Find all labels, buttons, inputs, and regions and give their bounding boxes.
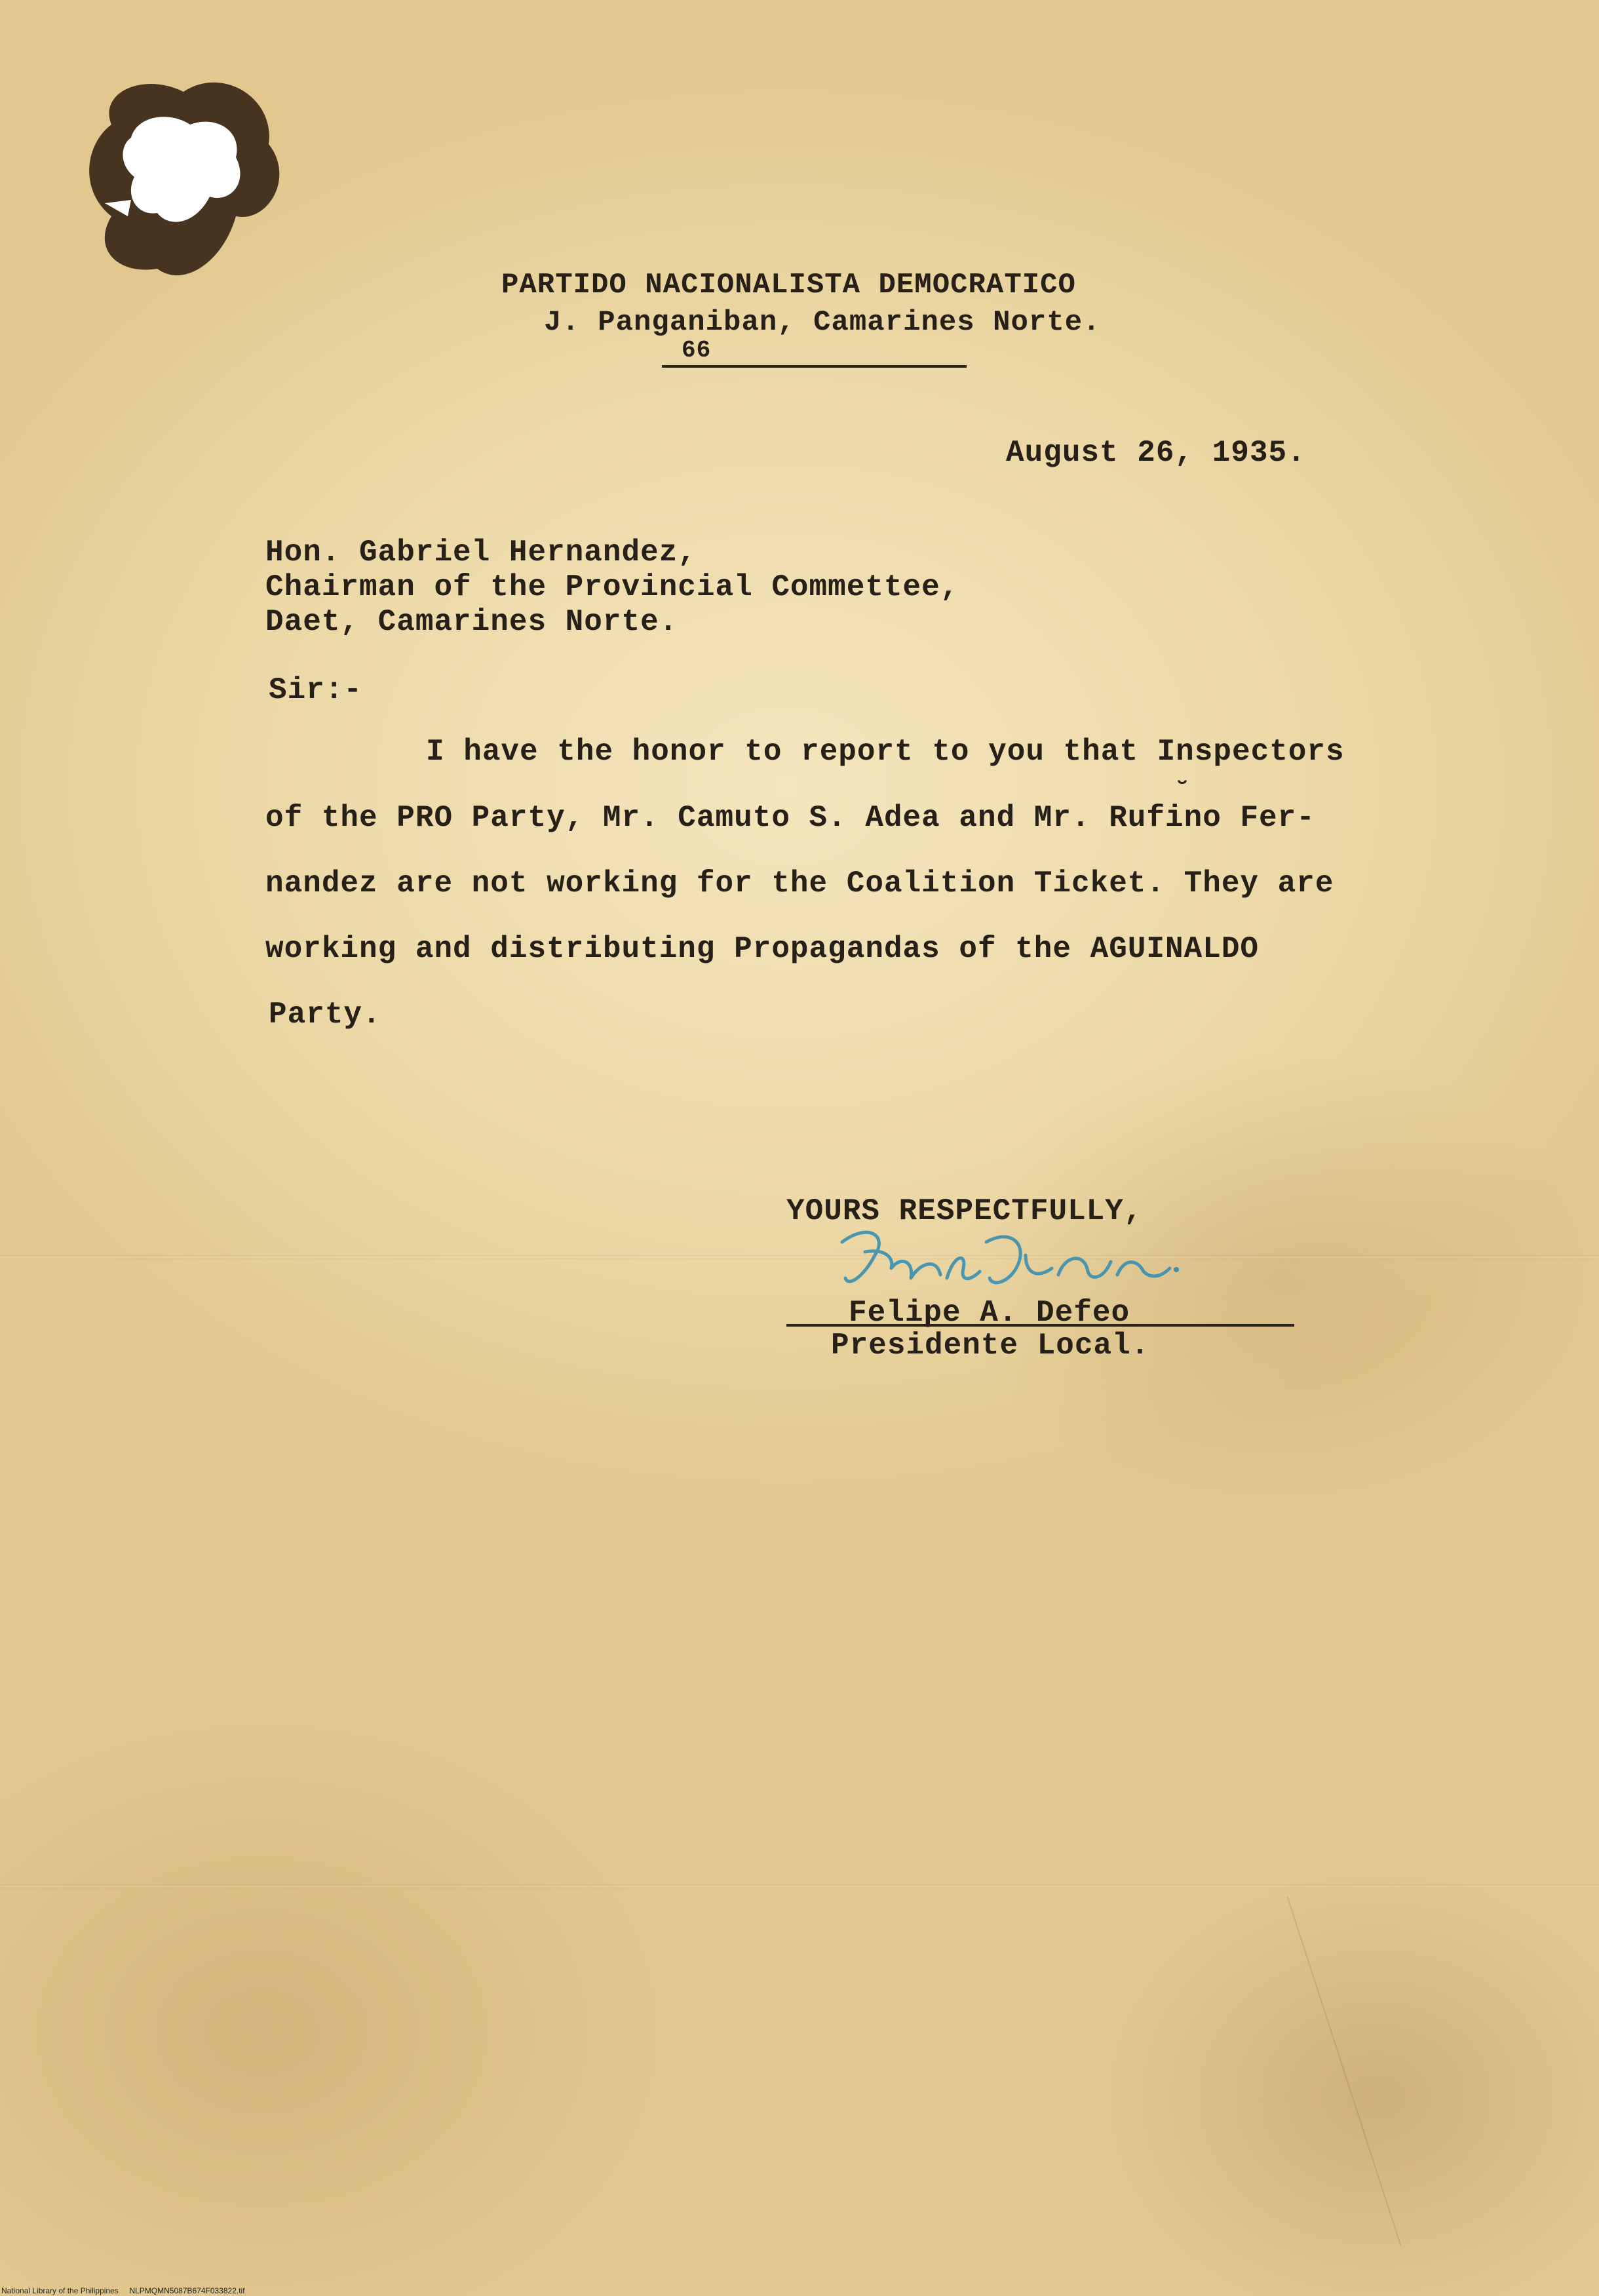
handwritten-signature <box>829 1216 1196 1301</box>
closing: YOURS RESPECTFULLY, <box>786 1194 1143 1228</box>
signatory-title: Presidente Local. <box>831 1329 1150 1363</box>
body-line: Party. <box>269 998 381 1032</box>
recipient-title: Chairman of the Provincial Commettee, <box>265 570 959 604</box>
recipient-location: Daet, Camarines Norte. <box>265 605 678 639</box>
body-line: of the PRO Party, Mr. Camuto S. Adea and Mr. Rufino Fer- <box>265 801 1315 835</box>
letter-date: August 26, 1935. <box>1006 436 1306 470</box>
archive-footer: National Library of the Philippines NLPMQMN5087B674F033822.tif <box>1 2286 245 2295</box>
breve-mark: ˘ <box>1174 778 1191 807</box>
body-line: working and distributing Propagandas of the AGUINALDO <box>265 932 1260 966</box>
paper-crease <box>1287 1896 1402 2246</box>
body-line: nandez are not working for the Coalition Ticket. They are <box>265 866 1334 901</box>
letterhead-address: J. Panganiban, Camarines Norte. <box>544 306 1101 339</box>
fold-line <box>0 1884 1599 1888</box>
signature-rule <box>786 1324 1294 1327</box>
letterhead-ref: 66 <box>682 337 712 364</box>
burn-hole-mark <box>72 52 295 295</box>
salutation: Sir:- <box>269 673 363 707</box>
signatory-name: Felipe A. Defeo <box>849 1296 1130 1330</box>
recipient-name: Hon. Gabriel Hernandez, <box>265 535 697 570</box>
letterhead-org: PARTIDO NACIONALISTA DEMOCRATICO <box>501 269 1076 302</box>
letterhead-rule <box>662 365 967 368</box>
body-line: I have the honor to report to you that Inspectors <box>426 735 1345 769</box>
fold-line <box>0 1255 1599 1259</box>
